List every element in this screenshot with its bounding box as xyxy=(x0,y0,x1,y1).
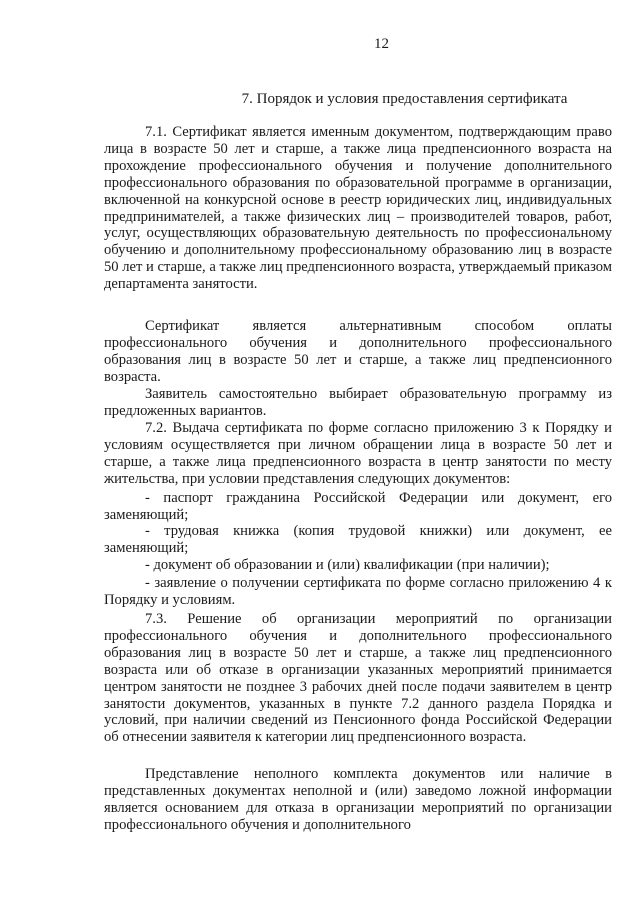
page-number: 12 xyxy=(374,36,389,52)
paragraph-7-2: 7.2. Выдача сертификата по форме согласно приложению 3 к Порядку и условиям осуществляется при личном обращении лица в возрасте 50 лет и старше, а также лица предпенсионного возраста в центр занятости по месту жительства, при условии представления следующих документов: xyxy=(104,420,612,487)
list-item-passport: - паспорт гражданина Российской Федерации или документ, его заменяющий; xyxy=(104,490,612,523)
list-item-education-document: - документ об образовании и (или) квалификации (при наличии); xyxy=(145,557,550,573)
paragraph-applicant-choice: Заявитель самостоятельно выбирает образовательную программу из предложенных вариантов. xyxy=(104,386,612,419)
paragraph-incomplete-documents: Представление неполного комплекта документов или наличие в представленных документах неполной и (или) заведомо ложной информации является основанием для отказа в организации мероприятий по организации профессионального обучения и дополнительного xyxy=(104,766,612,833)
section-title: 7. Порядок и условия предоставления сертификата xyxy=(241,91,568,107)
paragraph-certificate-alternative: Сертификат является альтернативным способом оплаты профессионального обучения и дополнительного профессионального образования лиц в возрасте 50 лет и старше, а также лиц предпенсионного возраста. xyxy=(104,318,612,385)
list-item-application: - заявление о получении сертификата по форме согласно приложению 4 к Порядку и условиям. xyxy=(104,575,612,608)
list-item-workbook: - трудовая книжка (копия трудовой книжки) или документ, ее заменяющий; xyxy=(104,523,612,556)
paragraph-7-1: 7.1. Сертификат является именным документом, подтверждающим право лица в возрасте 50 лет и старше, а также лица предпенсионного возраста на прохождение профессионального обучения и получение дополнительного профессионального образования по образовательной программе в организации, включенной на конкурсной основе в реестр юридических лиц, индивидуальных предпринимателей, а также физических лиц – производителей товаров, работ, услуг, осуществляющих образовательную деятельность по профессиональному обучению и дополнительному профессиональному образованию лиц в возрасте 50 лет и старше, а также лиц предпенсионного возраста, утверждаемый приказом департамента занятости. xyxy=(104,124,612,293)
paragraph-7-3: 7.3. Решение об организации мероприятий по организации профессионального обучения и дополнительного профессионального образования лиц в возрасте 50 лет и старше, а также лиц предпенсионного возраста или об отказе в организации указанных мероприятий принимается центром занятости не позднее 3 рабочих дней после подачи заявителем в центр занятости документов, указанных в пункте 7.2 данного раздела Порядка и условий, при наличии сведений из Пенсионного фонда Российской Федерации об отнесении заявителя к категории лиц предпенсионного возраста. xyxy=(104,611,612,746)
